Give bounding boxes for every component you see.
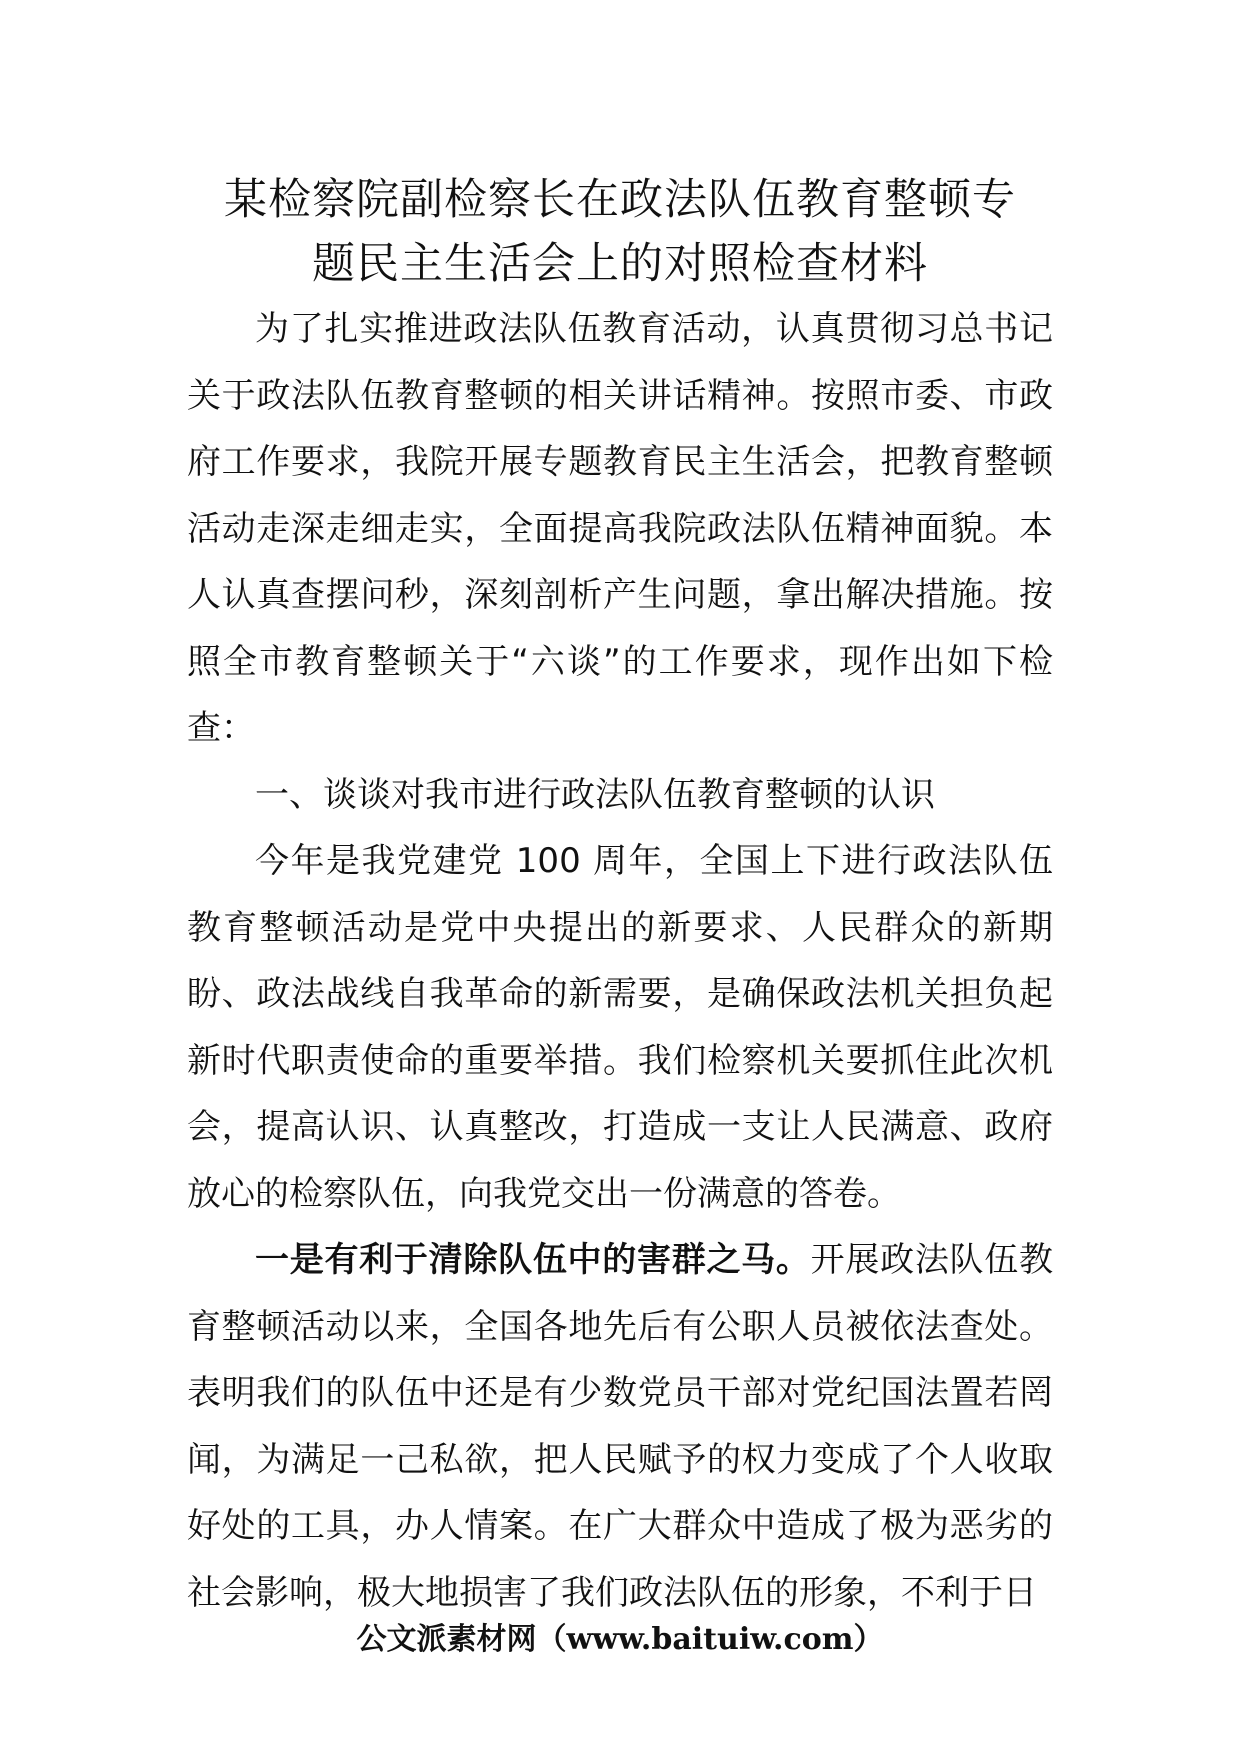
title-line-2: 题民主生活会上的对照检查材料	[312, 239, 928, 289]
section-1-heading: 一、谈谈对我市进行政法队伍教育整顿的认识	[255, 774, 935, 815]
footer-watermark: 公文派素材网（www.baituiw.com）	[356, 1622, 884, 1657]
point-1-text: 开展政法队伍教育整顿活动以来，全国各地先后有公职人员被依法查处。表明我们的队伍中还是有少数党员干部对党纪国法置若罔闻，为满足一己私欲，把人民赋予的权力变成了个人收取好处的工具，办人情案。在广大群众中造成了极为恶劣的社会影响，极大地损害了我们政法队伍的形象，不利于日	[187, 1240, 1054, 1613]
point-1-paragraph	[187, 1227, 1053, 1626]
document-title	[180, 168, 1060, 296]
document-body	[187, 296, 1053, 1626]
point-1-lead: 一是有利于清除队伍中的害群之马。	[255, 1240, 811, 1280]
title-line-1: 某检察院副检察长在政法队伍教育整顿专	[224, 175, 1016, 225]
section-1-paragraph: 今年是我党建党 100 周年，全国上下进行政法队伍教育整顿活动是党中央提出的新要求、人民群众的新期盼、政法战线自我革命的新需要，是确保政法机关担负起新时代职责使命的重要举措。我们检察机关要抓住此次机会，提高认识、认真整改，打造成一支让人民满意、政府放心的检察队伍，向我党交出一份满意的答卷。	[187, 841, 1053, 1214]
intro-paragraph: 为了扎实推进政法队伍教育活动，认真贯彻习总书记关于政法队伍教育整顿的相关讲话精神。按照市委、市政府工作要求，我院开展专题教育民主生活会，把教育整顿活动走深走细走实，全面提高我院政法队伍精神面貌。本人认真查摆问秒，深刻剖析产生问题，拿出解决措施。按照全市教育整顿关于“六谈”的工作要求，现作出如下检查：	[187, 309, 1053, 748]
